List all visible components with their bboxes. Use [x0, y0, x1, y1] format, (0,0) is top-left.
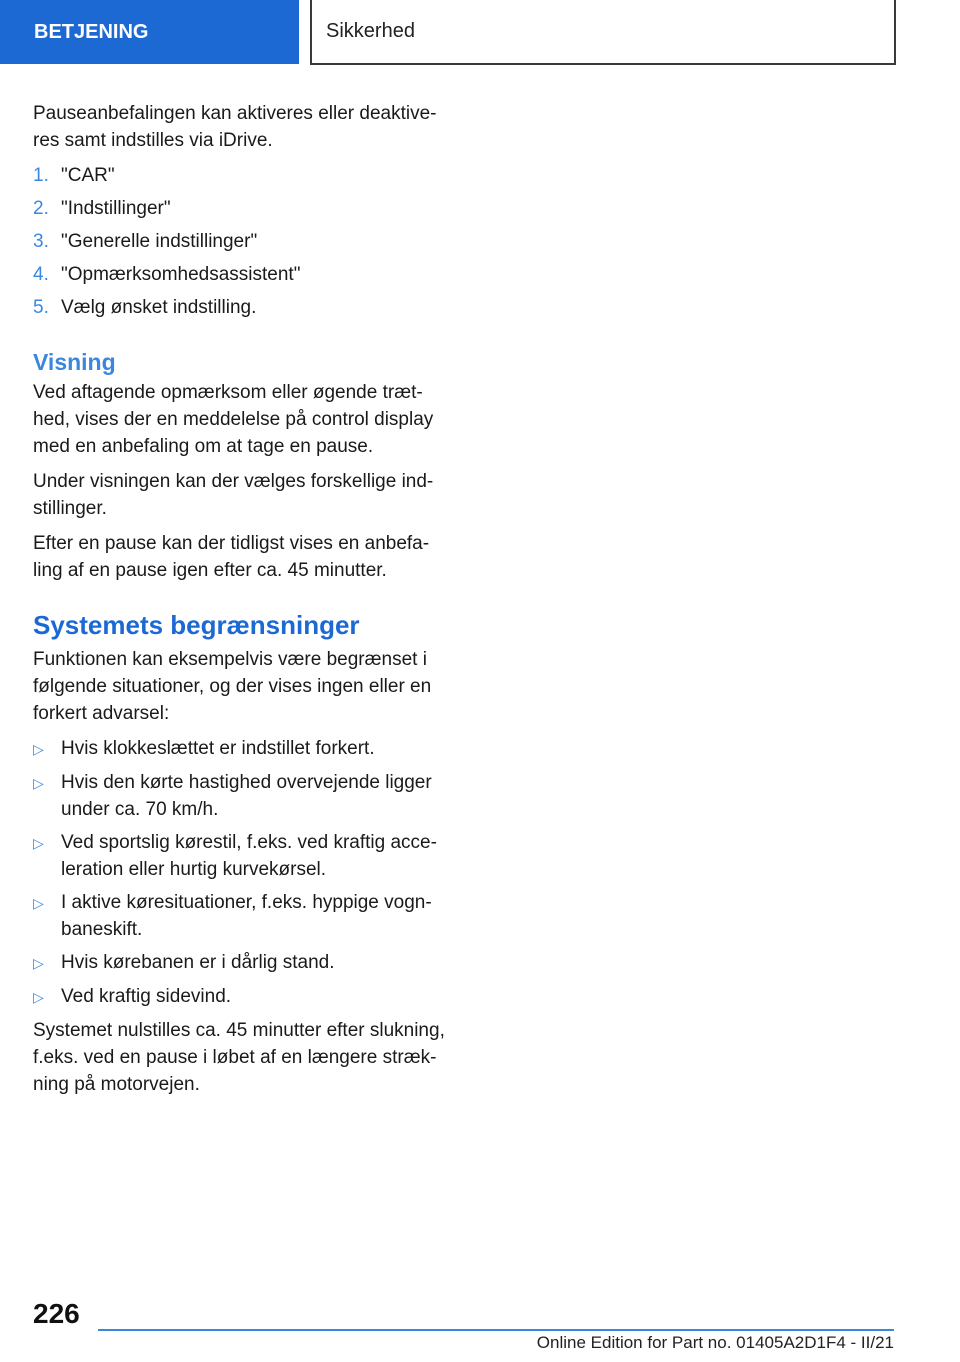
- page-number: 226: [33, 1298, 80, 1329]
- bullet-item: [33, 949, 453, 977]
- bullet-text: Ved kraftig sidevind.: [61, 986, 232, 1007]
- visning-heading: Visning: [33, 349, 116, 375]
- step-number: 3.: [33, 231, 49, 252]
- header-chapter-label: Sikkerhed: [326, 20, 415, 42]
- limits-intro: Funktionen kan eksempelvis være begrænset i følgende situationer, og der vises ingen eller en forkert advarsel:: [33, 649, 432, 724]
- triangle-right-icon: ▷: [33, 775, 44, 791]
- step-text: Vælg ønsket indstilling.: [61, 297, 257, 318]
- bullet-text: Hvis kørebanen er i dårlig stand.: [61, 952, 335, 973]
- step-item: [33, 162, 453, 189]
- step-item: [33, 195, 453, 222]
- step-text: "Opmærksomhedsassistent": [61, 264, 301, 285]
- bullet-text: Hvis den kørte hastighed overvejende ligger under ca. 70 km/h.: [61, 772, 432, 820]
- triangle-right-icon: ▷: [33, 895, 44, 911]
- bullet-text: I aktive køresituationer, f.eks. hyppige vogn-baneskift.: [61, 892, 432, 940]
- bullet-item: [33, 889, 453, 943]
- step-text: "CAR": [61, 165, 115, 186]
- visning-paragraph: Ved aftagende opmærksom eller øgende træt-hed, vises der en meddelelse på control display med en anbefaling om at tage en pause.: [33, 382, 434, 457]
- footer-divider: [98, 1329, 894, 1331]
- step-item: [33, 228, 453, 255]
- triangle-right-icon: ▷: [33, 989, 44, 1005]
- limits-bullet-list: [33, 735, 453, 1011]
- steps-list: [33, 162, 453, 321]
- step-text: "Generelle indstillinger": [61, 231, 258, 252]
- limits-outro: Systemet nulstilles ca. 45 minutter efter slukning, f.eks. ved en pause i løbet af en længere stræk-ning på motorvejen.: [33, 1020, 445, 1095]
- triangle-right-icon: ▷: [33, 835, 44, 851]
- triangle-right-icon: ▷: [33, 955, 44, 971]
- intro-paragraph: Pauseanbefalingen kan aktiveres eller deaktive-res samt indstilles via iDrive.: [33, 103, 437, 151]
- step-item: [33, 261, 453, 288]
- header-section-label: BETJENING: [34, 20, 149, 43]
- bullet-item: [33, 735, 453, 763]
- step-item: [33, 294, 453, 321]
- step-text: "Indstillinger": [61, 198, 171, 219]
- triangle-right-icon: ▷: [33, 741, 44, 757]
- bullet-item: [33, 983, 453, 1011]
- bullet-item: [33, 769, 453, 823]
- bullet-item: [33, 829, 453, 883]
- main-content: [33, 100, 453, 1106]
- step-number: 5.: [33, 297, 49, 318]
- limits-heading: Systemets begrænsninger: [33, 610, 360, 640]
- bullet-text: Hvis klokkeslættet er indstillet forkert.: [61, 738, 375, 759]
- visning-paragraph: Efter en pause kan der tidligst vises en anbefa-ling af en pause igen efter ca. 45 minutter.: [33, 533, 430, 581]
- header-section-tab: [0, 0, 299, 64]
- header-chapter-tab: [310, 0, 896, 65]
- footer-edition: Online Edition for Part no. 01405A2D1F4 - II/21: [536, 1333, 894, 1352]
- step-number: 2.: [33, 198, 49, 219]
- visning-paragraph: Under visningen kan der vælges forskellige ind-stillinger.: [33, 471, 434, 519]
- bullet-text: Ved sportslig kørestil, f.eks. ved kraftig acce-leration eller hurtig kurvekørsel.: [61, 832, 437, 880]
- step-number: 4.: [33, 264, 49, 285]
- step-number: 1.: [33, 165, 49, 186]
